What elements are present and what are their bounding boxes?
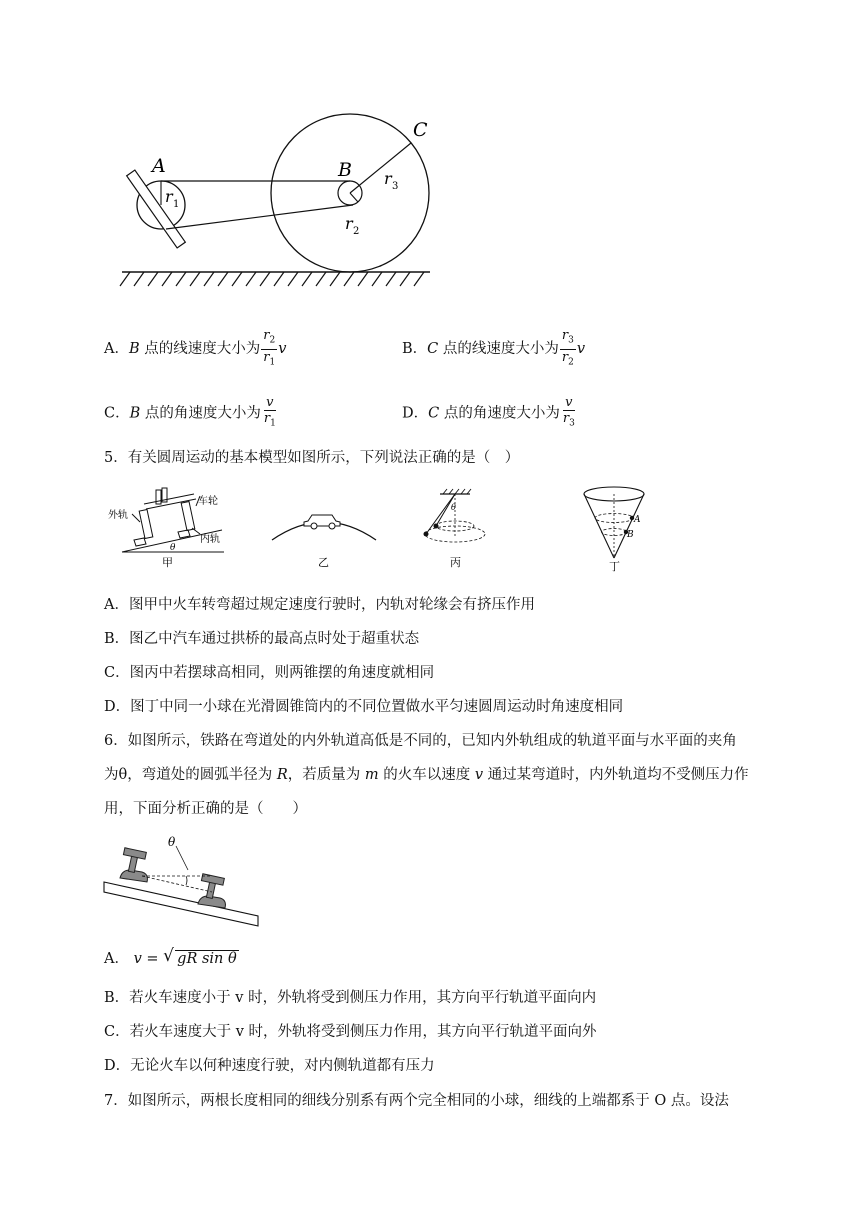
q4-option-d[interactable]: D．C 点的角速度大小为 $\frac{v}{r_3}$ xyxy=(402,395,578,432)
label-r1-sub: 1 xyxy=(173,199,180,210)
q6-option-b[interactable]: B．若火车速度小于 v 时，外轨将受到侧压力作用，其方向平行轨道平面向内 xyxy=(104,990,597,1006)
q6-option-a[interactable]: A． v = √ gR sin θ xyxy=(104,946,237,967)
label-outer-rail: 外轨 xyxy=(108,510,128,521)
label-inner-rail: 内轨 xyxy=(200,534,220,545)
figure-ding-cone xyxy=(572,484,656,572)
label-B: B xyxy=(627,530,634,540)
pulley-belt-figure xyxy=(100,110,440,300)
label-theta: θ xyxy=(451,503,456,512)
label-B: B xyxy=(338,159,352,181)
sqrt-radical: √ gR sin θ xyxy=(163,946,237,967)
q5-option-d[interactable]: D．图丁中同一小球在光滑圆锥筒内的不同位置做水平匀速圆周运动时角速度相同 xyxy=(104,699,624,715)
label-A: A xyxy=(634,515,641,525)
label-jia: 甲 xyxy=(162,556,173,569)
q7-stem: 7．如图所示，两根长度相同的细线分别系有两个完全相同的小球，细线的上端都系于 O 点。设法 xyxy=(104,1093,729,1109)
label-theta: θ xyxy=(168,835,176,849)
q4-option-a[interactable]: A．B 点的线速度大小为 $\frac{r_2}{r_1}$ v xyxy=(104,328,286,370)
q5-stem: 5．有关圆周运动的基本模型如图所示，下列说法正确的是（ ） xyxy=(104,450,520,466)
figure-banked-rails xyxy=(100,832,260,930)
q5-option-b[interactable]: B．图乙中汽车通过拱桥的最高点时处于超重状态 xyxy=(104,631,420,647)
label-wheel: 车轮 xyxy=(198,496,218,507)
q4-option-b[interactable]: B．C 点的线速度大小为 $\frac{r_3}{r_2}$ v xyxy=(402,328,585,370)
q6-option-c[interactable]: C．若火车速度大于 v 时，外轨将受到侧压力作用，其方向平行轨道平面向外 xyxy=(104,1024,597,1040)
figure-bing-conical-pendulum xyxy=(410,488,500,570)
label-C: C xyxy=(413,119,428,141)
q6-stem-line1: 6．如图所示，铁路在弯道处的内外轨道高低是不同的，已知内外轨组成的轨道平面与水平面的夹角 xyxy=(104,733,737,749)
q5-option-a[interactable]: A．图甲中火车转弯超过规定速度行驶时，内轨对轮缘会有挤压作用 xyxy=(104,597,535,613)
label-r2-sub: 2 xyxy=(353,226,360,237)
label-r1: r xyxy=(165,187,173,206)
label-r2: r xyxy=(345,214,353,233)
q4-option-c[interactable]: C．B 点的角速度大小为 $\frac{v}{r_1}$ xyxy=(104,395,279,432)
q6-stem-line2: 为θ，弯道处的圆弧半径为 R，若质量为 m 的火车以速度 v 通过某弯道时，内外轨道均不受侧压力作 xyxy=(104,767,749,783)
q6-option-d[interactable]: D．无论火车以何种速度行驶，对内侧轨道都有压力 xyxy=(104,1058,435,1074)
figure-yi-arch-bridge xyxy=(268,500,380,570)
fraction: $\frac{r_2}{r_1}$ xyxy=(263,328,276,368)
label-r3: r xyxy=(384,169,392,188)
label-yi: 乙 xyxy=(318,556,329,569)
q6-stem-line3: 用，下面分析正确的是（ ） xyxy=(104,801,307,817)
label-theta: θ xyxy=(170,543,176,553)
label-r3-sub: 3 xyxy=(392,181,399,192)
fraction: $\frac{v}{r_1}$ xyxy=(263,395,276,429)
fraction: $\frac{v}{r_3}$ xyxy=(562,395,575,429)
fraction: $\frac{r_3}{r_2}$ xyxy=(561,328,574,368)
label-bing: 丙 xyxy=(450,556,461,569)
car-icon xyxy=(304,515,340,529)
q5-option-c[interactable]: C．图丙中若摆球高相同，则两锥摆的角速度就相同 xyxy=(104,665,435,681)
figure-jia-train-rails xyxy=(104,482,234,570)
label-A: A xyxy=(152,155,166,177)
label-ding: 丁 xyxy=(609,560,620,572)
